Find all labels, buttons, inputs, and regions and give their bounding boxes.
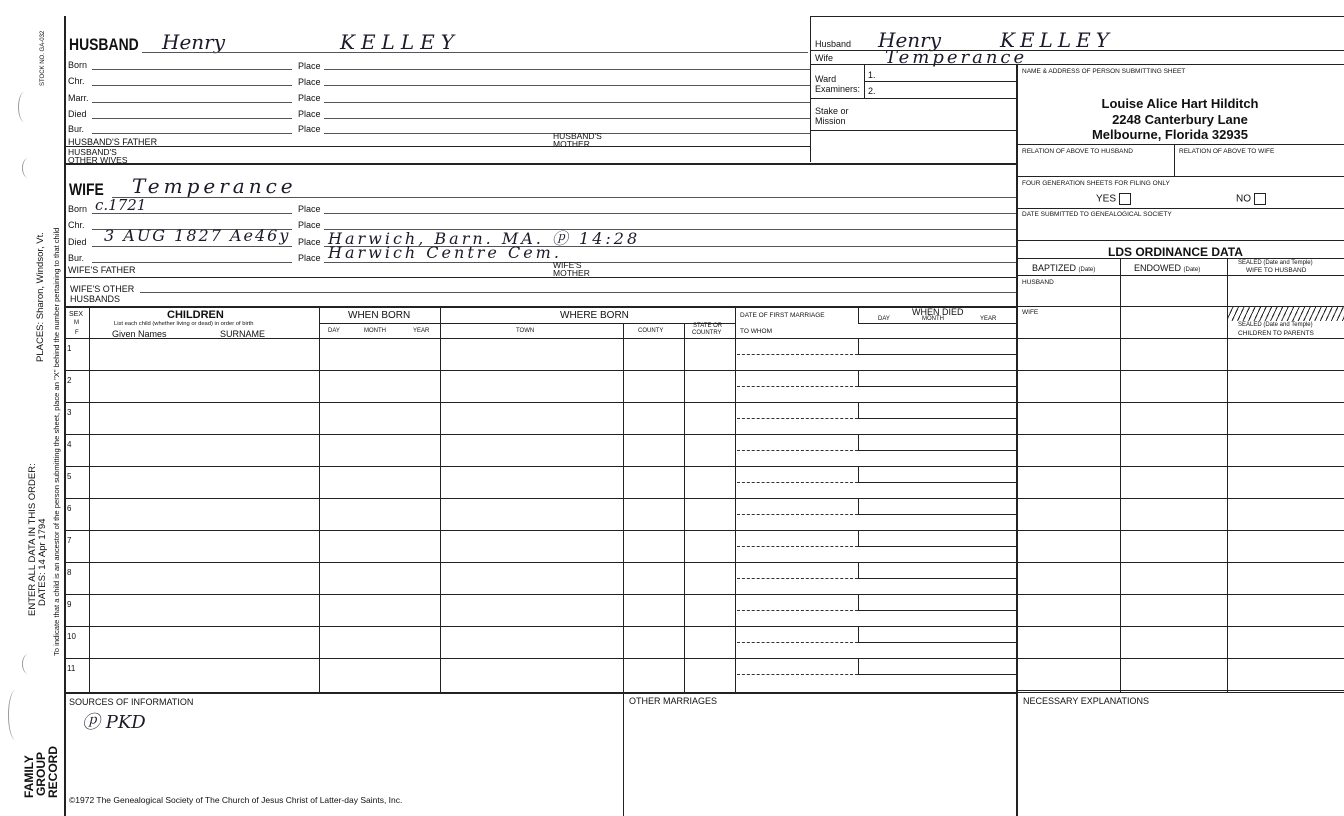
first-marriage-label: DATE OF FIRST MARRIAGE: [740, 312, 825, 319]
marriage-dash: [737, 674, 858, 675]
child-row-number: 8: [67, 568, 72, 577]
wife-mother-label-1: WIFE'S: [553, 260, 582, 270]
marriage-dash: [737, 578, 858, 579]
binder-hole-2: [22, 158, 35, 178]
husband-father-label: HUSBAND'S FATHER: [68, 137, 158, 147]
lds-row-divider: [1016, 498, 1344, 499]
lds-sealed-1: SEALED (Date and Temple): [1238, 260, 1313, 266]
wife-died-place[interactable]: Harwich, Barn. MA. ⓟ 14:28: [328, 229, 641, 248]
when-died-heading: WHEN DIED: [912, 307, 964, 317]
lds-row-divider: [1016, 690, 1344, 691]
wife-born-place-label: Place: [298, 204, 321, 214]
wife-other-husbands-2: HUSBANDS: [70, 294, 121, 304]
husband-died-place-label: Place: [298, 109, 321, 119]
record-title-2: GROUP: [34, 751, 48, 796]
husband-bur-place-label: Place: [298, 124, 321, 134]
relation-husband-label: RELATION OF ABOVE TO HUSBAND: [1022, 148, 1133, 155]
header-husband-given[interactable]: Henry: [878, 28, 942, 52]
four-gen-yes[interactable]: [1096, 193, 1131, 205]
enter-order-note: ENTER ALL DATA IN THIS ORDER:: [27, 463, 38, 616]
marriage-dash: [737, 354, 858, 355]
husband-chr-place-label: Place: [298, 77, 321, 87]
four-gen-no[interactable]: [1236, 193, 1266, 205]
lds-row-divider: [1016, 626, 1344, 627]
stake-label-2: Mission: [815, 116, 846, 126]
copyright: ©1972 The Genealogical Society of The Church of Jesus Christ of Latter-day Saints, Inc.: [69, 795, 403, 805]
submitter-heading: NAME & ADDRESS OF PERSON SUBMITTING SHEET: [1022, 68, 1186, 75]
places-note: PLACES: Sharon, Windsor, Vt.: [35, 232, 46, 362]
wife-chr-label: Chr.: [68, 220, 85, 230]
lds-baptized: BAPTIZED (Date): [1032, 263, 1096, 273]
born-year: YEAR: [413, 328, 430, 334]
no-label: NO: [1236, 193, 1251, 205]
where-born-county: COUNTY: [638, 328, 664, 334]
child-row-number: 3: [67, 408, 72, 417]
husband-bur-label: Bur.: [68, 124, 85, 134]
lds-sealed-children-2: CHILDREN TO PARENTS: [1238, 330, 1314, 337]
husband-died-label: Died: [68, 109, 87, 119]
header-wife-value[interactable]: Temperance: [885, 47, 1028, 68]
husband-other-wives-2: OTHER WIVES: [68, 155, 128, 165]
sex-f: F: [75, 330, 79, 336]
dates-example: DATES: 14 Apr 1794: [37, 518, 48, 606]
stock-number: STOCK NO. GA-032: [40, 30, 46, 86]
died-step: [858, 498, 1017, 515]
wife-heading: WIFE: [69, 180, 104, 199]
marriage-dash: [737, 418, 858, 419]
died-day: DAY: [878, 316, 890, 322]
child-row-number: 4: [67, 440, 72, 449]
examiners-label: Examiners:: [815, 84, 861, 94]
date-submitted-label: DATE SUBMITTED TO GENEALOGICAL SOCIETY: [1022, 211, 1172, 218]
explanations-label: NECESSARY EXPLANATIONS: [1023, 696, 1150, 706]
sex-label: SEX: [69, 311, 84, 318]
stake-label-1: Stake or: [815, 106, 849, 116]
header-wife-label: Wife: [815, 53, 833, 63]
died-month: MONTH: [922, 316, 944, 322]
born-day: DAY: [328, 328, 340, 334]
to-whom-label: TO WHOM: [740, 328, 773, 335]
husband-mother-label-1: HUSBAND'S: [553, 131, 602, 141]
died-step: [858, 658, 1017, 675]
ward-label: Ward: [815, 74, 837, 84]
husband-marr-place-label: Place: [298, 93, 321, 103]
children-surname: SURNAME: [220, 329, 266, 339]
sources-label: SOURCES OF INFORMATION: [69, 697, 194, 707]
wife-died-value[interactable]: 3 AUG 1827 Ae46y: [104, 226, 291, 245]
lds-endowed: ENDOWED (Date): [1134, 263, 1201, 273]
wife-mother-label-2: MOTHER: [553, 268, 590, 278]
submitter-street[interactable]: 2248 Canterbury Lane: [1112, 112, 1248, 127]
children-heading: CHILDREN: [167, 309, 224, 321]
sex-m: M: [74, 320, 79, 326]
examiner-2: 2.: [868, 86, 876, 96]
lds-sealed-2: WIFE TO HUSBAND: [1246, 267, 1307, 274]
wife-bur-place[interactable]: Harwich Centre Cem.: [328, 243, 562, 262]
binder-hole-4: [8, 690, 23, 740]
wife-bur-place-label: Place: [298, 253, 321, 263]
submitter-name[interactable]: Louise Alice Hart Hilditch: [1101, 96, 1259, 111]
marriage-dash: [737, 450, 858, 451]
when-born-heading: WHEN BORN: [348, 310, 411, 321]
wife-other-husbands-1: WIFE'S OTHER: [70, 284, 135, 294]
lds-row-divider: [1016, 562, 1344, 563]
lds-title: LDS ORDINANCE DATA: [1108, 245, 1243, 259]
child-row-number: 10: [67, 632, 76, 641]
marriage-dash: [737, 514, 858, 515]
binder-hole-1: [18, 92, 31, 122]
died-step: [858, 626, 1017, 643]
died-step: [858, 338, 1017, 355]
lds-row-divider: [1016, 434, 1344, 435]
died-step: [858, 402, 1017, 419]
marriage-dash: [737, 386, 858, 387]
header-husband-label: Husband: [815, 39, 852, 49]
lds-row-divider: [1016, 370, 1344, 371]
marriage-dash: [737, 546, 858, 547]
wife-died-place-label: Place: [298, 237, 321, 247]
wife-born-label: Born: [68, 204, 88, 214]
wife-born-value[interactable]: c.1721: [95, 196, 147, 214]
husband-surname[interactable]: KELLEY: [340, 30, 460, 54]
wife-chr-place-label: Place: [298, 220, 321, 230]
child-ancestor-note: To indicate that a child is an ancestor of the person submitting the sheet, place an "X" behind the number pertaining to that child: [52, 227, 61, 656]
husband-mother-label-2: MOTHER: [553, 139, 590, 149]
died-year: YEAR: [980, 316, 997, 322]
husband-given-name[interactable]: Henry: [162, 30, 226, 54]
lds-sealed-children-1: SEALED (Date and Temple): [1238, 322, 1313, 328]
died-step: [858, 562, 1017, 579]
wife-died-label: Died: [68, 237, 87, 247]
where-born-state-1: STATE OR: [693, 323, 723, 329]
husband-marr-label: Marr.: [68, 93, 89, 103]
child-row-number: 11: [67, 664, 76, 673]
wife-given-name[interactable]: Temperance: [132, 174, 297, 198]
no-checkbox[interactable]: [1254, 193, 1266, 205]
binder-hole-3: [22, 654, 35, 674]
died-step: [858, 434, 1017, 451]
child-row-number: 6: [67, 504, 72, 513]
child-row-number: 1: [67, 344, 72, 353]
marriage-dash: [737, 610, 858, 611]
other-marriages-label: OTHER MARRIAGES: [629, 696, 718, 706]
record-title-3: RECORD: [46, 745, 60, 798]
lds-row-divider: [1016, 594, 1344, 595]
died-step: [858, 530, 1017, 547]
child-row-number: 7: [67, 536, 72, 545]
died-step: [858, 594, 1017, 611]
lds-row-divider: [1016, 658, 1344, 659]
record-title-1: FAMILY: [22, 755, 36, 798]
marriage-dash: [737, 642, 858, 643]
lds-hatch: [1228, 307, 1344, 321]
lds-husband-label: HUSBAND: [1022, 279, 1054, 286]
husband-other-wives-1: HUSBAND'S: [68, 147, 117, 157]
lds-row-divider: [1016, 466, 1344, 467]
lds-wife-label: WIFE: [1022, 309, 1039, 316]
lds-row-divider: [1016, 402, 1344, 403]
husband-chr-label: Chr.: [68, 76, 85, 86]
died-step: [858, 370, 1017, 387]
born-month: MONTH: [364, 328, 386, 334]
yes-checkbox[interactable]: [1119, 193, 1131, 205]
submitter-city[interactable]: Melbourne, Florida 32935: [1091, 127, 1249, 142]
header-husband-surname[interactable]: KELLEY: [1000, 28, 1114, 52]
child-row-number: 2: [67, 376, 72, 385]
relation-wife-label: RELATION OF ABOVE TO WIFE: [1179, 148, 1275, 155]
died-step: [858, 466, 1017, 483]
child-row-number: 5: [67, 472, 72, 481]
husband-heading: HUSBAND: [69, 35, 139, 54]
where-born-state-2: COUNTRY: [692, 330, 722, 336]
children-sub: List each child (whether living or dead) in order of birth: [114, 321, 254, 327]
lds-row-divider: [1016, 530, 1344, 531]
wife-bur-label: Bur.: [68, 253, 85, 263]
husband-born-label: Born: [68, 60, 88, 70]
husband-born-place-label: Place: [298, 61, 321, 71]
marriage-dash: [737, 482, 858, 483]
where-born-town: TOWN: [516, 328, 535, 334]
child-row-number: 9: [67, 600, 72, 609]
wife-father-label: WIFE'S FATHER: [68, 265, 136, 275]
children-given-names: Given Names: [112, 329, 167, 339]
examiner-1: 1.: [868, 70, 876, 80]
four-gen-label: FOUR GENERATION SHEETS FOR FILING ONLY: [1022, 180, 1170, 187]
sources-value[interactable]: ⓟ PKD: [82, 712, 146, 733]
yes-label: YES: [1096, 193, 1117, 205]
where-born-heading: WHERE BORN: [560, 310, 629, 321]
